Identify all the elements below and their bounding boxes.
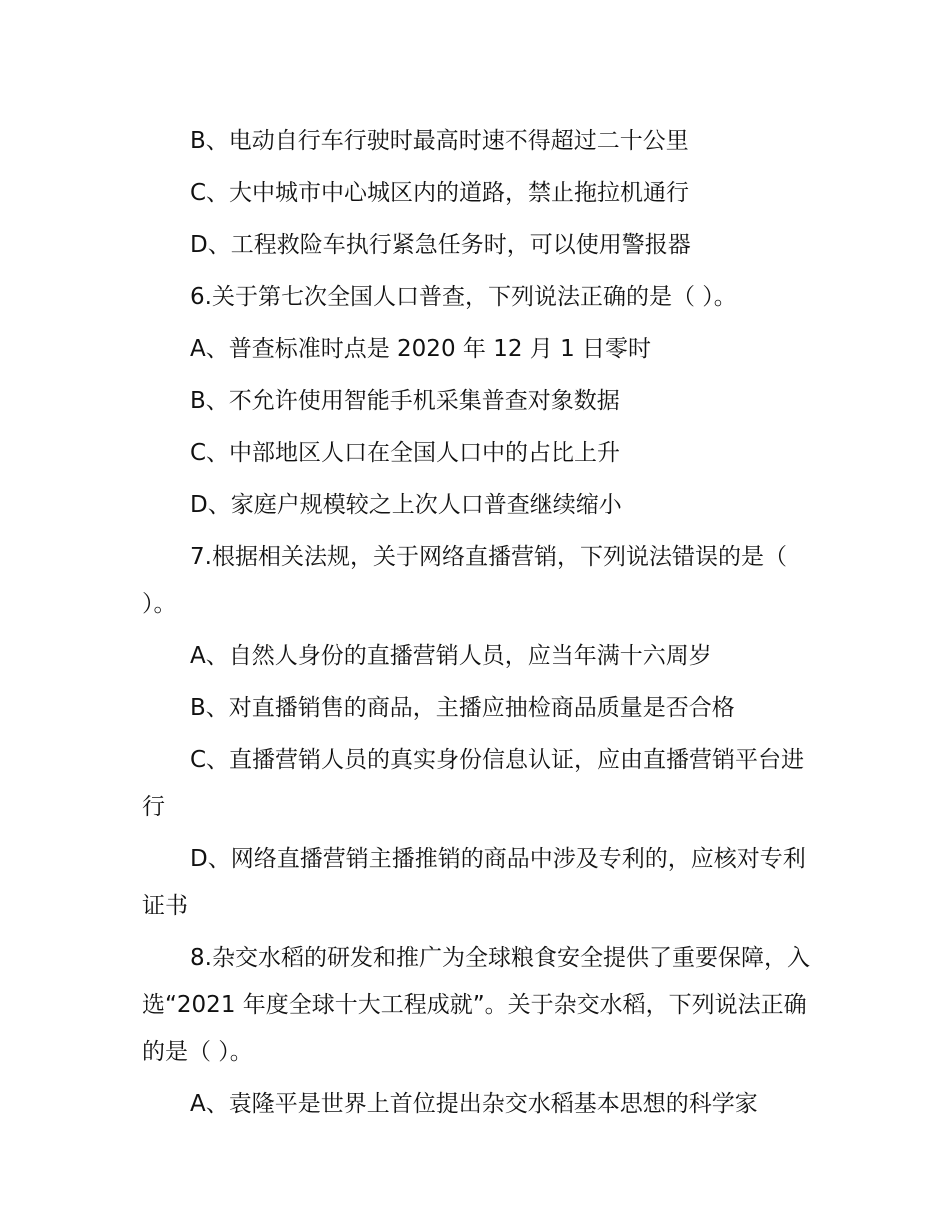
question-8: 8.杂交水稻的研发和推广为全球粮食安全提供了重要保障，入选“2021 年度全球十大工程成就”。关于杂交水稻，下列说法正确的是（ ）。	[142, 945, 810, 1065]
option-c-q5: C、大中城市中心城区内的道路，禁止拖拉机通行	[190, 180, 690, 206]
option-a-q6: A、普查标准时点是 2020 年 12 月 1 日零时	[190, 336, 652, 362]
option-c-q6: C、中部地区人口在全国人口中的占比上升	[190, 440, 621, 466]
option-a-q8: A、袁隆平是世界上首位提出杂交水稻基本思想的科学家	[190, 1091, 758, 1117]
question-6: 6.关于第七次全国人口普查，下列说法正确的是（ ）。	[190, 284, 737, 310]
question-7: 7.根据相关法规，关于网络直播营销，下列说法错误的是（ ）。	[142, 544, 787, 617]
option-b-q5: B、电动自行车行驶时最高时速不得超过二十公里	[190, 128, 689, 154]
option-b-q6: B、不允许使用智能手机采集普查对象数据	[190, 388, 620, 414]
option-a-q7: A、自然人身份的直播营销人员，应当年满十六周岁	[190, 643, 712, 669]
option-b-q7: B、对直播销售的商品，主播应抽检商品质量是否合格	[190, 695, 735, 721]
option-d-q7: D、网络直播营销主播推销的商品中涉及专利的，应核对专利证书	[142, 846, 806, 919]
option-d-q5: D、工程救险车执行紧急任务时，可以使用警报器	[190, 232, 691, 258]
document-body	[142, 118, 814, 1128]
option-d-q6: D、家庭户规模较之上次人口普查继续缩小	[190, 492, 622, 518]
option-c-q7: C、直播营销人员的真实身份信息认证，应由直播营销平台进行	[142, 747, 805, 820]
